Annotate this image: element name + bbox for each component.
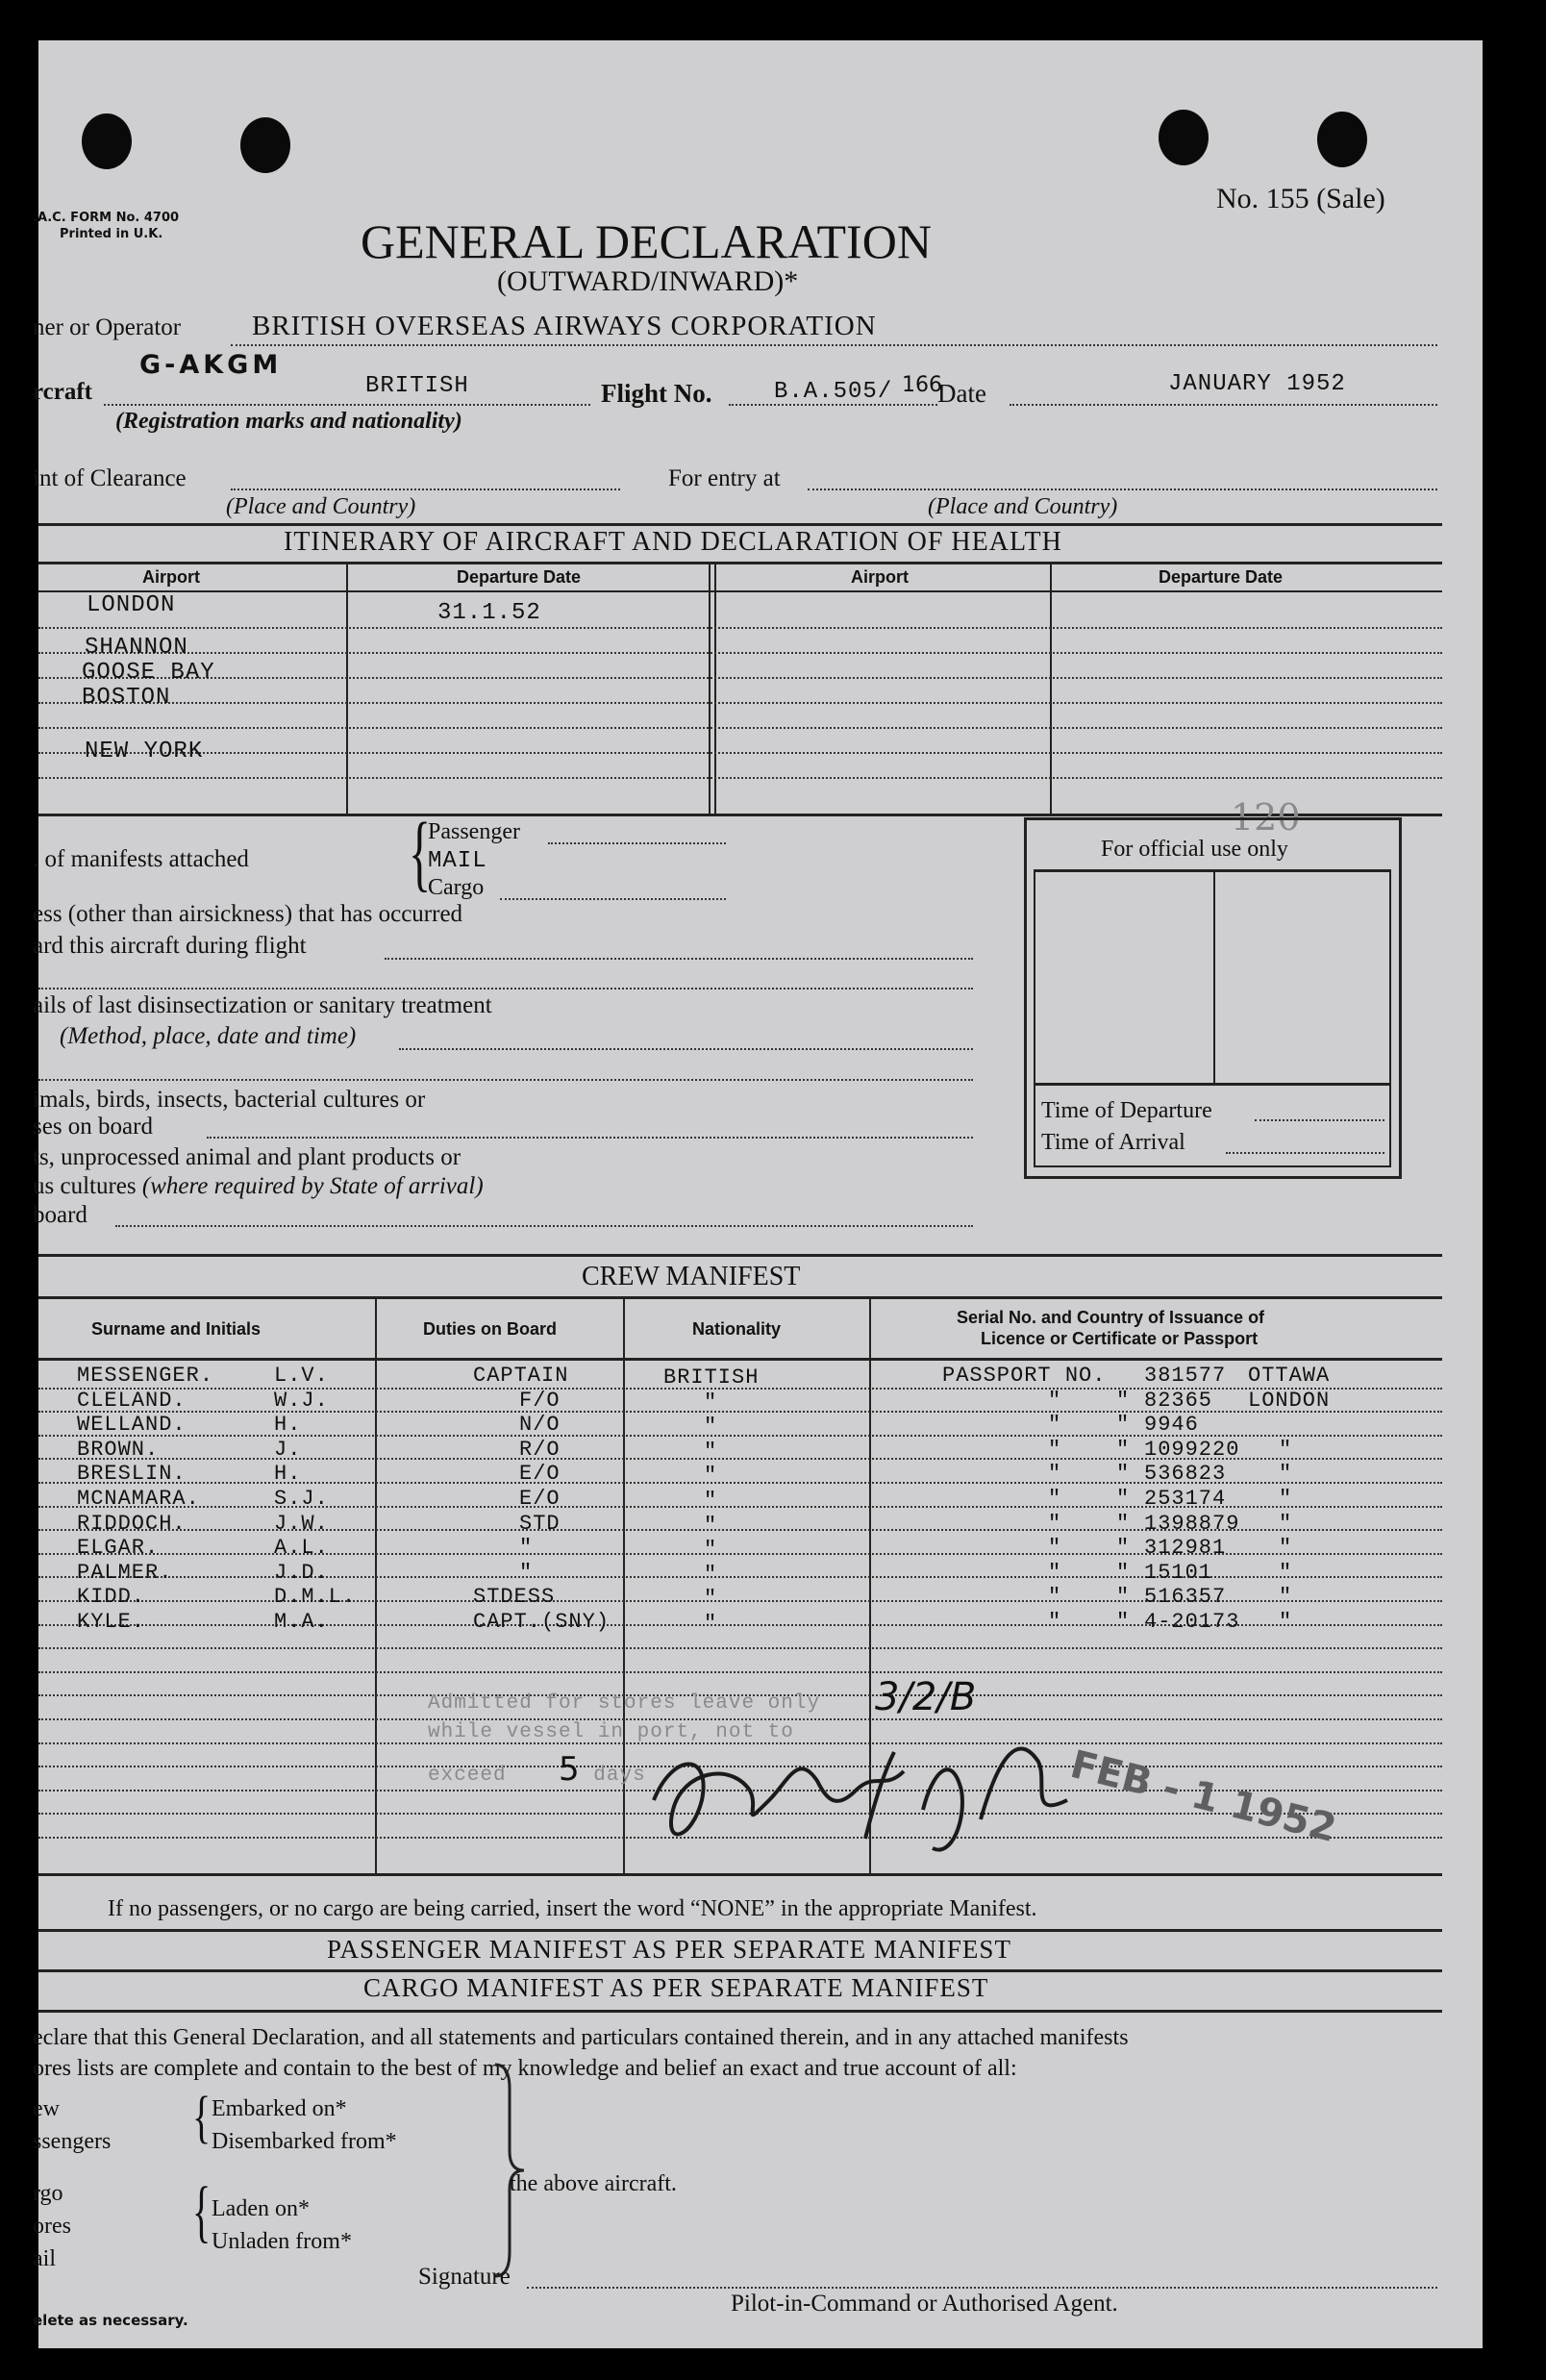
punch-hole (1317, 112, 1367, 167)
crew-nationality: " (704, 1464, 718, 1488)
crew-serial-country: OTTAWA (1248, 1364, 1331, 1388)
crew-initials: H. (274, 1462, 302, 1486)
flight-label: Flight No. (601, 379, 712, 408)
crew-serial-number: 516357 (1144, 1585, 1227, 1609)
crew-nationality: " (704, 1440, 718, 1464)
crew-serial-number: 381577 (1144, 1364, 1227, 1388)
crew-serial-country: " (1279, 1561, 1293, 1585)
crew-surname: MESSENGER. (77, 1364, 214, 1388)
pilot-label: Pilot-in-Command or Authorised Agent. (731, 2291, 1118, 2317)
crew-duty: STD (519, 1512, 561, 1536)
above-aircraft-label: the above aircraft. (510, 2171, 677, 2196)
crew-initials: W.J. (274, 1389, 329, 1413)
manifest-mail: MAIL (428, 848, 487, 874)
crew-serial-type: " " (1048, 1389, 1131, 1413)
flight-number: B.A.505/ (774, 379, 893, 405)
time-departure-label: Time of Departure (1041, 1098, 1212, 1123)
crew-serial-country: " (1279, 1610, 1293, 1634)
disembarked-label: Disembarked from* (212, 2129, 397, 2154)
crew-initials: D.M.L. (274, 1585, 357, 1609)
mail-label: ail (33, 2246, 56, 2271)
crew-initials: J. (274, 1438, 302, 1462)
date-label: Date (937, 379, 986, 408)
crew-serial-country: " (1279, 1512, 1293, 1536)
illness-line-1: ess (other than airsickness) that has occurred (33, 901, 463, 927)
itinerary-row-airport: SHANNON (85, 635, 188, 661)
itinerary-row-date: 31.1.52 (437, 600, 541, 626)
crew-label: ew (33, 2096, 60, 2121)
crew-header-duties: Duties on Board (423, 1319, 558, 1339)
date-stamp: FEB - 1 1952 (1065, 1742, 1341, 1852)
itinerary-row-airport: NEW YORK (85, 739, 204, 764)
illness-line-2: ard this aircraft during flight (33, 933, 307, 959)
crew-header-surname: Surname and Initials (91, 1319, 262, 1339)
form-sheet (33, 40, 1483, 2348)
crew-initials: A.L. (274, 1536, 329, 1560)
crew-serial-number: 15101 (1144, 1561, 1213, 1585)
embarked-label: Embarked on* (212, 2096, 347, 2121)
manifest-passenger: Passenger (428, 819, 520, 844)
none-instruction: If no passengers, or no cargo are being carried, insert the word “NONE” in the appropriate Manifest. (108, 1896, 1037, 1921)
crew-surname: WELLAND. (77, 1413, 187, 1437)
crew-serial-type: " " (1048, 1462, 1131, 1486)
itinerary-header-date-1: Departure Date (457, 567, 582, 587)
crew-duty: CAPT.(SNY) (473, 1610, 611, 1634)
crew-nationality: " (704, 1390, 718, 1415)
animals-line-1: imals, birds, insects, bacterial cultures or (33, 1087, 426, 1113)
crew-nationality: " (704, 1612, 718, 1636)
admission-stamp-line-1: Admitted for stores leave only (428, 1692, 821, 1715)
itinerary-header-airport-1: Airport (142, 567, 200, 587)
plants-line-3: board (33, 1202, 87, 1228)
crew-serial-country: " (1279, 1462, 1293, 1486)
registration-note: (Registration marks and nationality) (115, 409, 462, 434)
crew-surname: KYLE. (77, 1610, 146, 1634)
crew-serial-country: " (1279, 1585, 1293, 1609)
crew-nationality: " (704, 1489, 718, 1513)
crew-serial-number: 1099220 (1144, 1438, 1240, 1462)
itinerary-header-airport-2: Airport (851, 567, 909, 587)
time-arrival-label: Time of Arrival (1041, 1130, 1185, 1155)
crew-serial-number: 82365 (1144, 1389, 1213, 1413)
entry-label: For entry at (668, 465, 781, 491)
flight-handwritten: 166 (902, 373, 942, 397)
crew-serial-country: " (1279, 1487, 1293, 1511)
admission-stamp-line-2: while vessel in port, not to (428, 1721, 794, 1743)
disinsect-line-2: (Method, place, date and time) (60, 1023, 357, 1049)
crew-duty: R/O (519, 1438, 561, 1462)
crew-serial-number: 253174 (1144, 1487, 1227, 1511)
registration-handwritten: G-AKGM (139, 350, 283, 380)
crew-serial-type: " " (1048, 1610, 1131, 1634)
crew-duty: F/O (519, 1389, 561, 1413)
punch-hole (240, 117, 290, 173)
crew-surname: RIDDOCH. (77, 1512, 187, 1536)
crew-nationality: " (704, 1514, 718, 1538)
official-use-title: For official use only (1101, 837, 1288, 862)
crew-serial-number: 1398879 (1144, 1512, 1240, 1536)
crew-duty: CAPTAIN (473, 1364, 569, 1388)
crew-serial-type: PASSPORT NO. (942, 1364, 1107, 1388)
crew-serial-type: " " (1048, 1536, 1131, 1560)
aircraft-label: rcraft (33, 379, 92, 405)
disinsect-line-1: ails of last disinsectization or sanitary treatment (33, 992, 492, 1018)
laden-label: Laden on* (212, 2196, 310, 2221)
manifests-label: . of manifests attached (33, 846, 249, 872)
crew-serial-number: 4-20173 (1144, 1610, 1240, 1634)
punch-hole (82, 113, 132, 169)
date-value: JANUARY 1952 (1168, 371, 1346, 397)
crew-nationality: " (704, 1587, 718, 1611)
passenger-manifest-note: PASSENGER MANIFEST AS PER SEPARATE MANIFEST (327, 1935, 1011, 1964)
stamp-number: 120 (1231, 796, 1301, 839)
large-brace-icon (490, 2060, 529, 2281)
crew-surname: MCNAMARA. (77, 1487, 200, 1511)
signature-label: Signature (418, 2264, 511, 2290)
crew-surname: KIDD. (77, 1585, 146, 1609)
crew-serial-number: 536823 (1144, 1462, 1227, 1486)
itinerary-row-airport: GOOSE BAY (82, 660, 215, 686)
declaration-line-2: ores lists are complete and contain to the best of my knowledge and belief an exact and true account of all: (33, 2056, 1017, 2081)
place-country-2: (Place and Country) (928, 494, 1118, 519)
place-country-1: (Place and Country) (226, 494, 416, 519)
crew-initials: L.V. (274, 1364, 329, 1388)
crew-nationality: " (704, 1538, 718, 1562)
passengers-label: ssengers (33, 2129, 112, 2154)
owner-label: ner or Operator (33, 314, 182, 340)
admission-stamp-line-3: exceed 5 days (428, 1750, 646, 1789)
crew-surname: ELGAR. (77, 1536, 160, 1560)
crew-surname: BRESLIN. (77, 1462, 187, 1486)
official-signature-icon (635, 1694, 1086, 1867)
cargo-label: rgo (33, 2181, 63, 2206)
crew-serial-type: " " (1048, 1413, 1131, 1437)
crew-initials: J.D. (274, 1561, 329, 1585)
crew-serial-type: " " (1048, 1561, 1131, 1585)
itinerary-title: ITINERARY OF AIRCRAFT AND DECLARATION OF HEALTH (284, 527, 1062, 557)
unladen-label: Unladen from* (212, 2229, 352, 2254)
crew-serial-type: " " (1048, 1438, 1131, 1462)
brace: { (192, 2171, 212, 2250)
crew-initials: J.W. (274, 1512, 329, 1536)
crew-surname: PALMER. (77, 1561, 173, 1585)
owner-value: BRITISH OVERSEAS AIRWAYS CORPORATION (252, 311, 877, 341)
crew-serial-type: " " (1048, 1512, 1131, 1536)
page-subtitle: (OUTWARD/INWARD)* (497, 265, 799, 297)
crew-initials: M.A. (274, 1610, 329, 1634)
stores-label: ores (33, 2214, 71, 2239)
page-title: GENERAL DECLARATION (361, 214, 932, 268)
crew-serial-type: " " (1048, 1585, 1131, 1609)
crew-serial-country: " (1279, 1536, 1293, 1560)
crew-duty: " (519, 1536, 534, 1560)
crew-duty: " (519, 1561, 534, 1585)
declaration-line-1: eclare that this General Declaration, and all statements and particulars contained therein, and in any attached manifests (33, 2025, 1129, 2050)
itinerary-row-airport: BOSTON (82, 685, 171, 711)
itinerary-row-airport: LONDON (87, 592, 176, 618)
crew-nationality: " (704, 1563, 718, 1587)
form-number: .A.C. FORM No. 4700 (33, 211, 180, 225)
crew-surname: CLELAND. (77, 1389, 187, 1413)
crew-manifest-title: CREW MANIFEST (582, 1262, 801, 1291)
plants-line-1: ts, unprocessed animal and plant products or (33, 1144, 461, 1170)
cargo-manifest-note: CARGO MANIFEST AS PER SEPARATE MANIFEST (363, 1973, 989, 2002)
crew-serial-country: " (1279, 1438, 1293, 1462)
crew-duty: STDESS (473, 1585, 556, 1609)
crew-header-nationality: Nationality (692, 1319, 782, 1339)
crew-serial-type: " " (1048, 1487, 1131, 1511)
clearance-label: int of Clearance (33, 465, 187, 491)
printed-note: Printed in U.K. (60, 227, 163, 241)
itinerary-header-date-2: Departure Date (1159, 567, 1284, 587)
crew-nationality: BRITISH (663, 1365, 760, 1390)
delete-note: elete as necessary. (33, 2312, 188, 2329)
crew-surname: BROWN. (77, 1438, 160, 1462)
brace: { (409, 806, 432, 901)
plants-line-2: us cultures (where required by State of arrival) (33, 1173, 484, 1199)
crew-duty: E/O (519, 1487, 561, 1511)
crew-nationality: " (704, 1415, 718, 1439)
crew-serial-number: 312981 (1144, 1536, 1227, 1560)
crew-serial-country: LONDON (1248, 1389, 1331, 1413)
crew-duty: E/O (519, 1462, 561, 1486)
crew-header-serial-2: Licence or Certificate or Passport (981, 1329, 1259, 1348)
aircraft-nationality: BRITISH (365, 373, 469, 399)
sale-number: No. 155 (Sale) (1216, 183, 1385, 214)
crew-header-serial-1: Serial No. and Country of Issuance of (957, 1308, 1265, 1327)
animals-line-2: ses on board (33, 1114, 153, 1140)
brace: { (192, 2084, 212, 2149)
manifest-cargo: Cargo (428, 875, 485, 900)
crew-serial-number: 9946 (1144, 1413, 1199, 1437)
punch-hole (1159, 110, 1209, 165)
crew-initials: H. (274, 1413, 302, 1437)
crew-duty: N/O (519, 1413, 561, 1437)
handwritten-note: 3/2/B (875, 1675, 977, 1719)
crew-initials: S.J. (274, 1487, 329, 1511)
